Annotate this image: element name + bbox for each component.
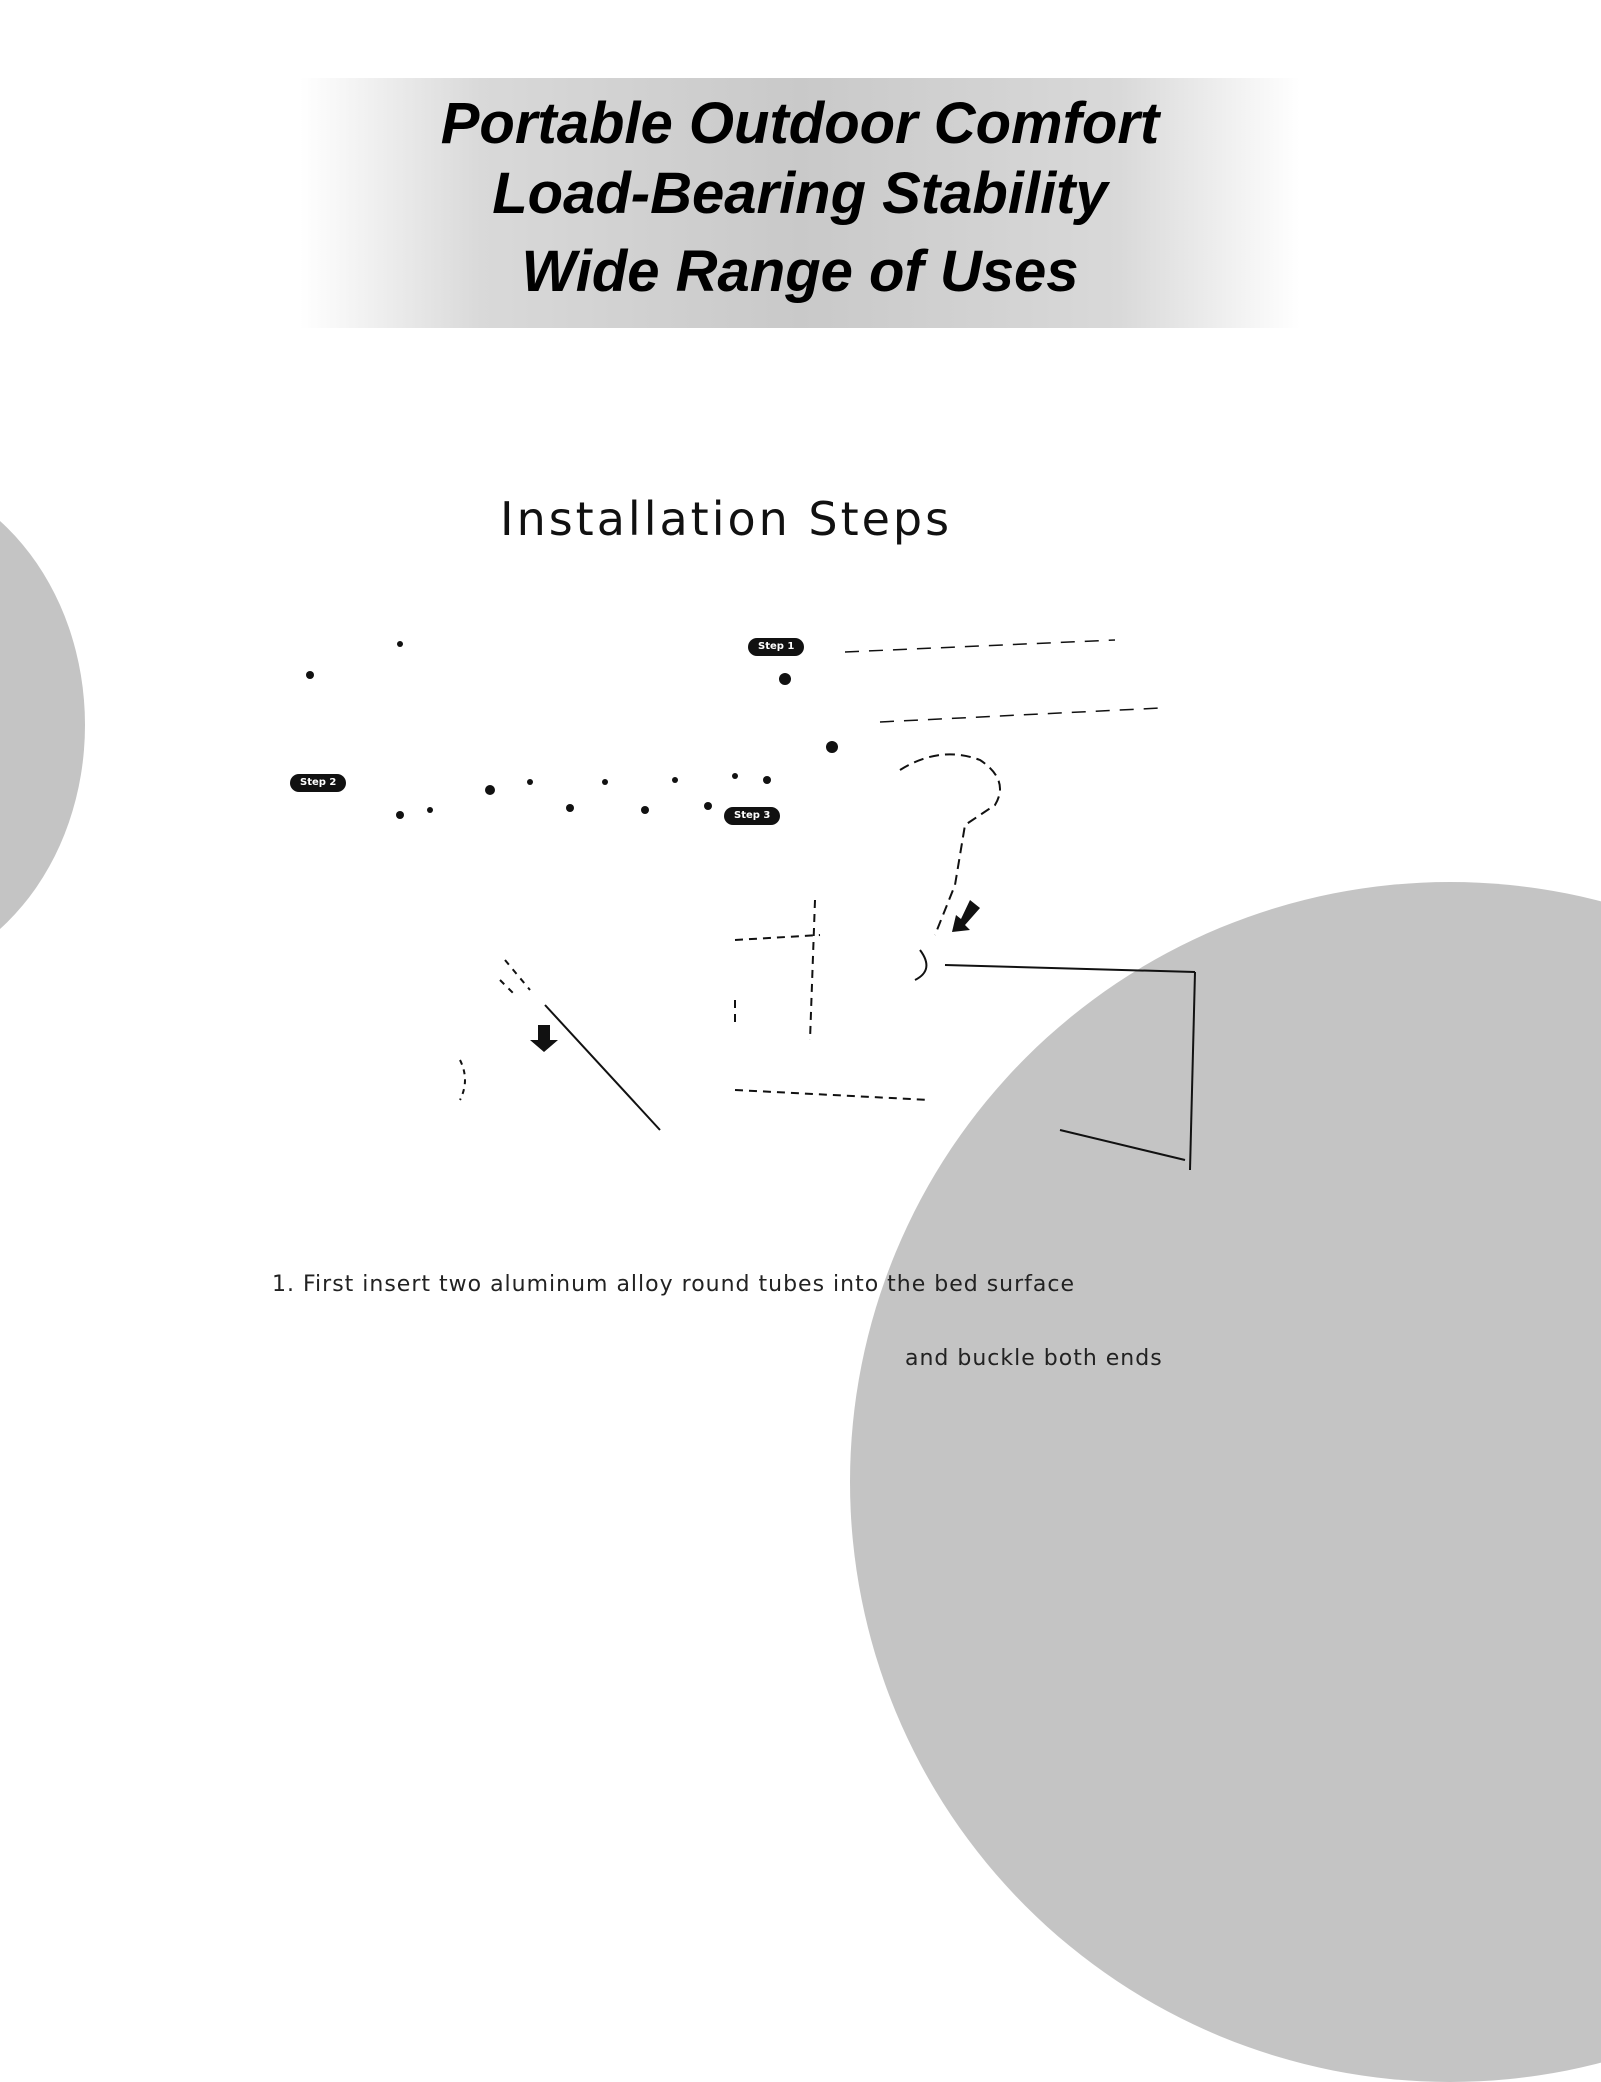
banner-line-2: Load-Bearing Stability	[492, 161, 1108, 226]
bed-frame-sketch	[900, 754, 1195, 1170]
instruction-line-1: 1. First insert two aluminum alloy round tubes into the bed surface	[272, 1272, 1076, 1297]
decorative-circle-left	[0, 470, 85, 980]
installation-diagram	[280, 630, 1240, 1230]
round-tube-sketch	[460, 960, 660, 1130]
section-title: Installation Steps	[500, 492, 953, 546]
feature-banner	[300, 78, 1300, 328]
bracket-sketch	[735, 900, 930, 1100]
installation-diagram-drawing	[280, 630, 1240, 1230]
arrow-down-icons	[530, 900, 980, 1052]
step-2-label: Step 2	[290, 774, 346, 792]
instruction-line-2: and buckle both ends	[905, 1346, 1163, 1371]
step-3-label: Step 3	[724, 807, 780, 825]
step-1-label: Step 1	[748, 638, 804, 656]
banner-line-3: Wide Range of Uses	[521, 239, 1079, 304]
parts-markers	[306, 641, 838, 819]
guide-lines	[845, 640, 1160, 722]
banner-line-1: Portable Outdoor Comfort	[440, 91, 1160, 156]
